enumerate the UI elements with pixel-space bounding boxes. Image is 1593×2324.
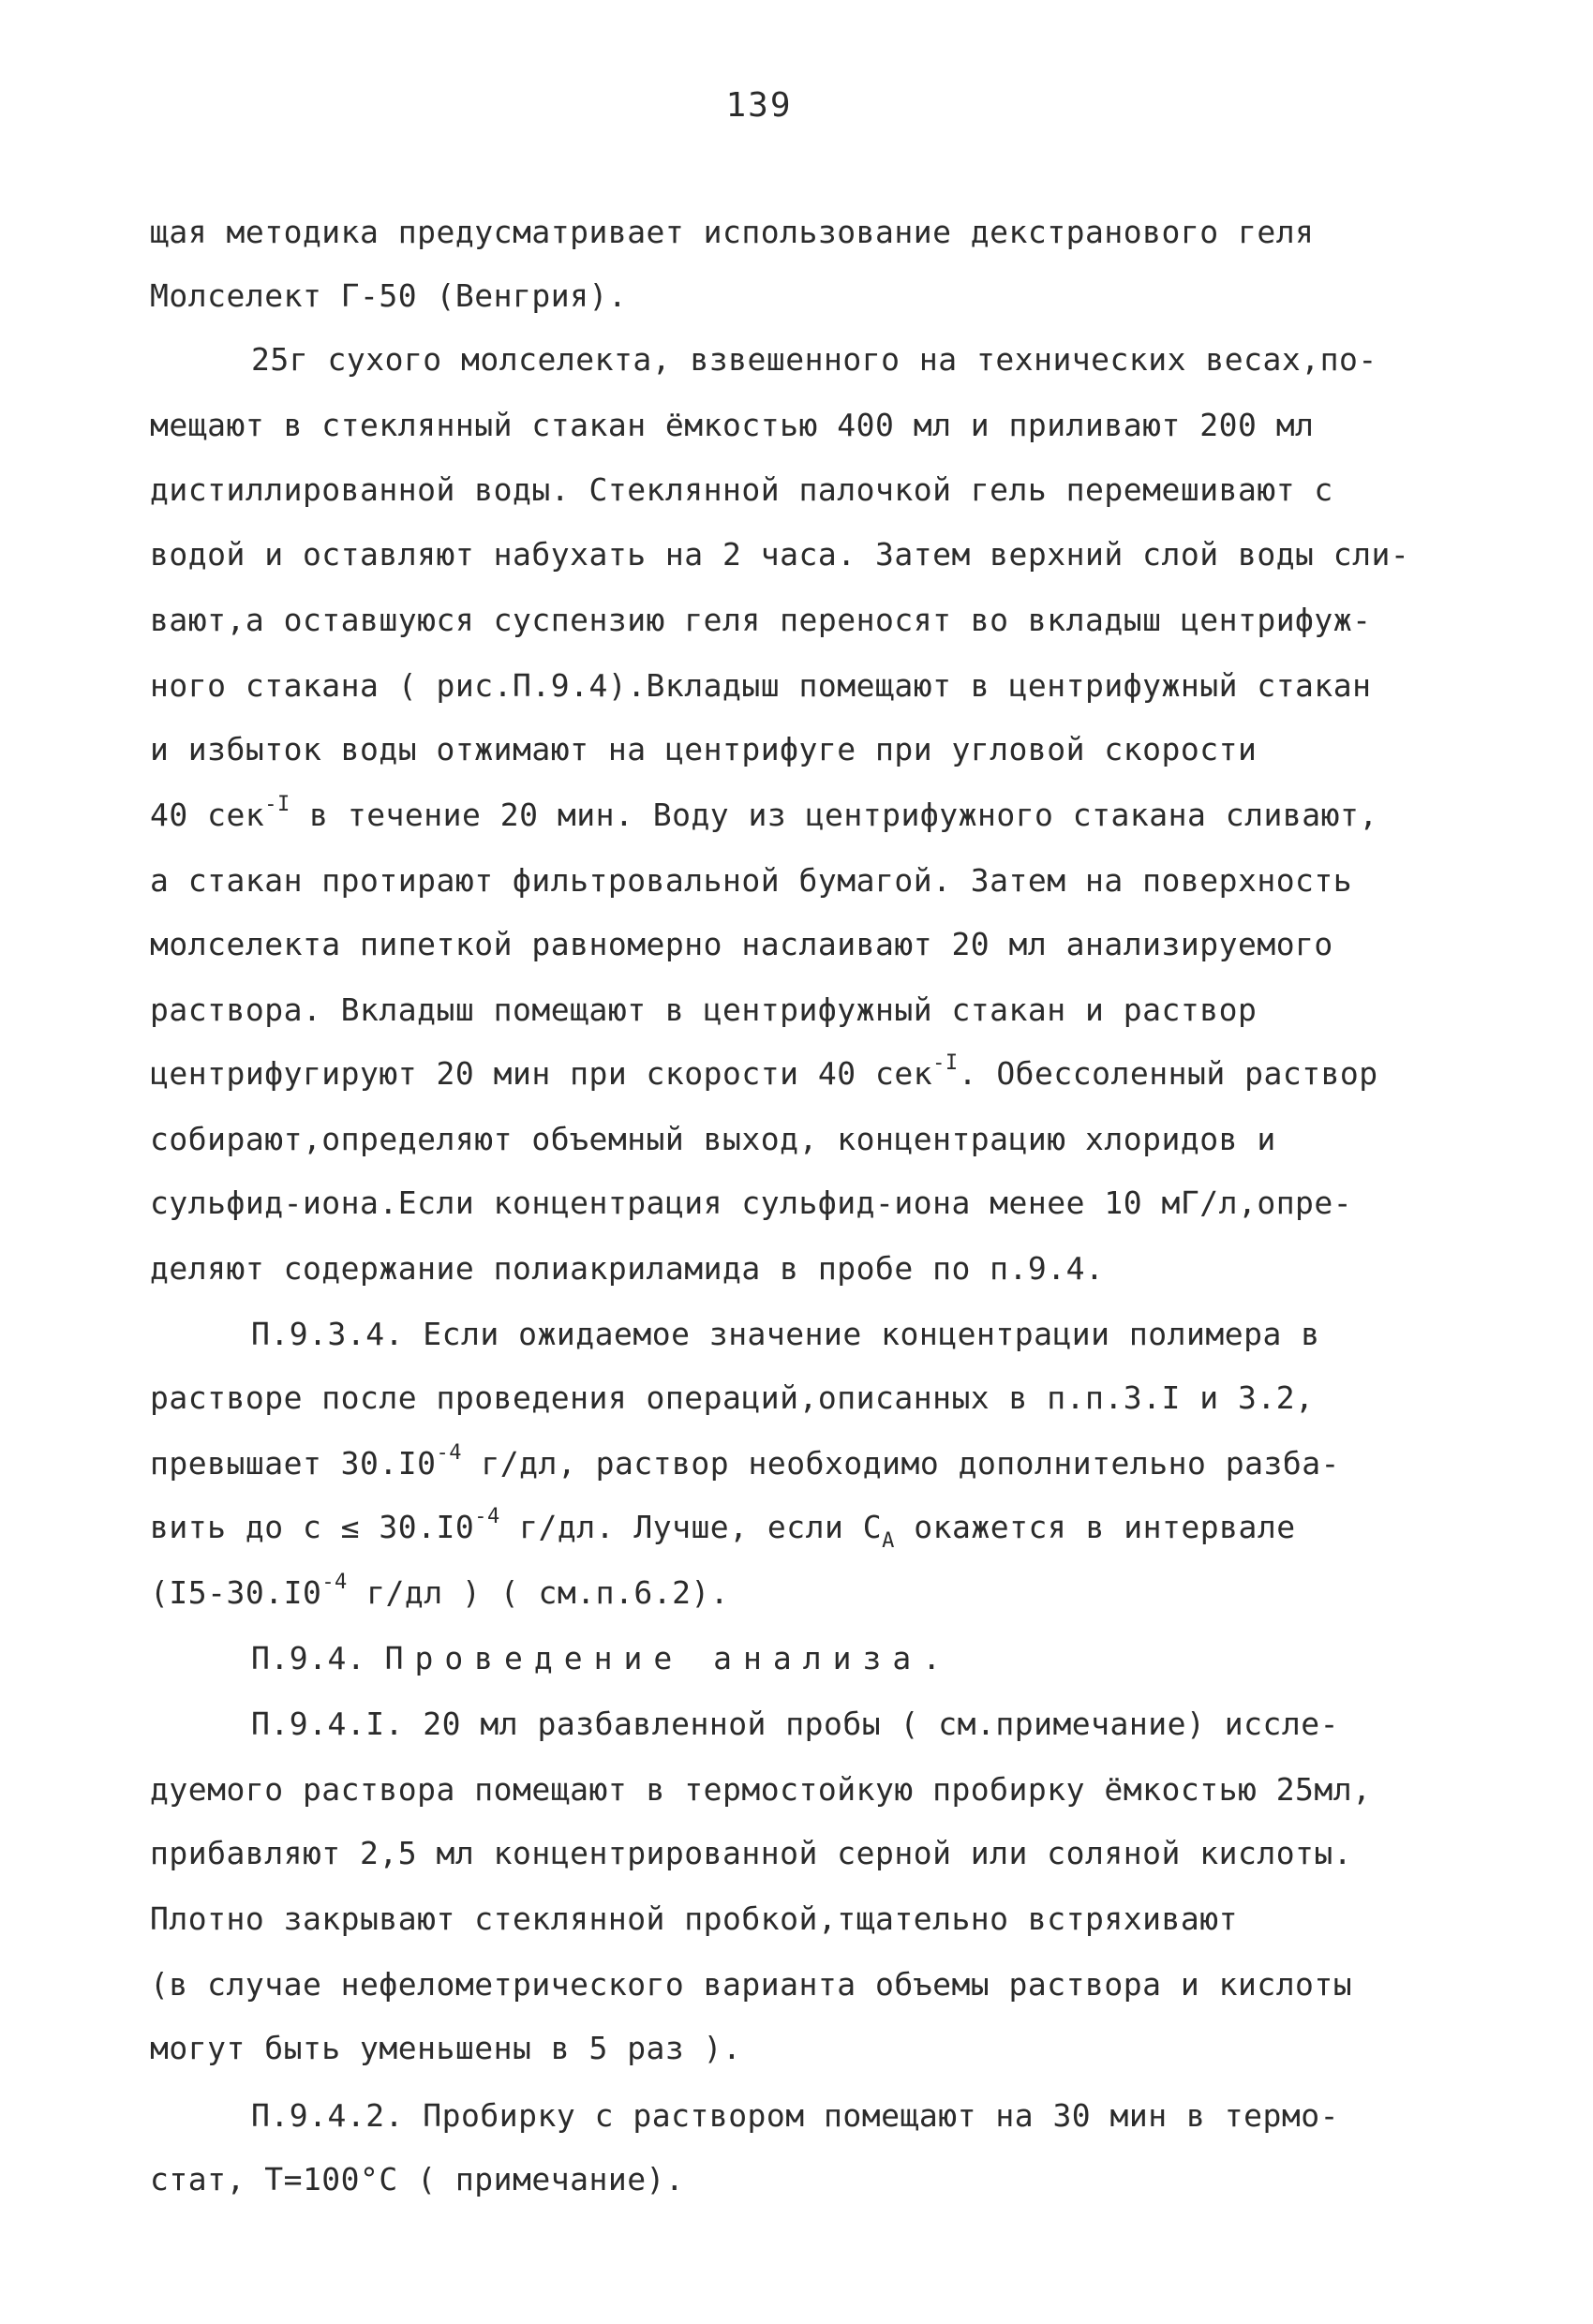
text-segment: вить до с ≤ 30.I0: [150, 1509, 475, 1545]
text-line: деляют содержание полиакриламида в пробе по п.9.4.: [150, 1250, 1105, 1287]
text-segment: 40 сек: [150, 797, 265, 833]
text-segment: (I5-30.I0: [150, 1574, 322, 1611]
text-segment: в течение 20 мин. Воду из центрифужного стакана сливают,: [290, 797, 1378, 833]
text-line: [150, 1051, 1378, 1097]
text-line: прибавляют 2,5 мл концентрированной серной или соляной кислоты.: [150, 1835, 1353, 1871]
text-segment: превышает 30.I0: [150, 1445, 437, 1482]
text-line: и избыток воды отжимают на центрифуге при угловой скорости: [150, 731, 1258, 767]
text-line: щая методика предусматривает использование декстранового геля: [150, 214, 1315, 250]
text-line: а стакан протирают фильтровальной бумагой. Затем на поверхность: [150, 862, 1353, 899]
text-line: сульфид-иона.Если концентрация сульфид-иона менее 10 мГ/л,опре-: [150, 1184, 1353, 1221]
text-line: мещают в стеклянный стакан ёмкостью 400 мл и приливают 200 мл: [150, 407, 1315, 443]
text-line: [150, 1505, 1296, 1553]
text-line: дуемого раствора помещают в термостойкую пробирку ёмкостью 25мл,: [150, 1771, 1372, 1808]
text-line: Молселект Г-50 (Венгрия).: [150, 277, 628, 314]
paragraph-start-line: 25г сухого молселекта, взвешенного на технических весах,по-: [251, 341, 1377, 378]
superscript: -4: [474, 1505, 500, 1528]
text-segment: окажется в интервале: [894, 1509, 1296, 1545]
superscript: -4: [321, 1571, 348, 1594]
text-segment: г/дл. Лучше, если С: [499, 1509, 883, 1545]
text-segment: центрифугируют 20 мин при скорости 40 сек: [150, 1055, 933, 1092]
paragraph-start-line: П.9.3.4. Если ожидаемое значение концентрации полимера в: [251, 1316, 1320, 1352]
text-line: растворе после проведения операций,описанных в п.п.3.I и 3.2,: [150, 1379, 1315, 1416]
section-title: Проведение анализа.: [384, 1640, 953, 1676]
text-line: собирают,определяют объемный выход, концентрацию хлоридов и: [150, 1121, 1276, 1157]
paragraph-start-line: П.9.4.I. 20 мл разбавленной пробы ( см.примечание) иссле-: [251, 1706, 1339, 1742]
text-line: водой и оставляют набухать на 2 часа. Затем верхний слой воды сли-: [150, 536, 1410, 573]
text-line: вают,а оставшуюся суспензию геля переносят во вкладыш центрифуж-: [150, 602, 1372, 638]
text-line: молселекта пипеткой равномерно наслаивают 20 мл анализируемого: [150, 926, 1333, 962]
text-line: [150, 1571, 730, 1616]
text-segment: . Обессоленный раствор: [958, 1055, 1378, 1092]
superscript: -I: [264, 793, 290, 816]
page-number: 139: [725, 86, 793, 125]
text-line: дистиллированной воды. Стеклянной палочкой гель перемешивают с: [150, 471, 1333, 508]
section-heading: [251, 1640, 952, 1677]
text-line: ного стакана ( рис.П.9.4).Вкладыш помещают в центрифужный стакан: [150, 667, 1372, 704]
text-segment: г/дл, раствор необходимо дополнительно разба-: [462, 1445, 1340, 1482]
section-number: П.9.4.: [251, 1640, 385, 1676]
text-line: могут быть уменьшены в 5 раз ).: [150, 2030, 742, 2066]
superscript: -4: [436, 1441, 463, 1465]
text-line: (в случае нефелометрического варианта объемы раствора и кислоты: [150, 1966, 1353, 2003]
text-segment: г/дл ) ( см.п.6.2).: [347, 1574, 730, 1611]
text-line: раствора. Вкладыш помещают в центрифужный стакан и раствор: [150, 991, 1258, 1028]
paragraph-start-line: П.9.4.2. Пробирку с раствором помещают на 30 мин в термо-: [251, 2097, 1339, 2134]
superscript: -I: [932, 1051, 959, 1075]
text-line: [150, 1441, 1340, 1487]
text-line: [150, 793, 1378, 839]
text-line: Плотно закрывают стеклянной пробкой,тщательно встряхивают: [150, 1900, 1238, 1937]
subscript: А: [882, 1529, 895, 1553]
text-line: стат, Т=100°С ( примечание).: [150, 2161, 685, 2197]
